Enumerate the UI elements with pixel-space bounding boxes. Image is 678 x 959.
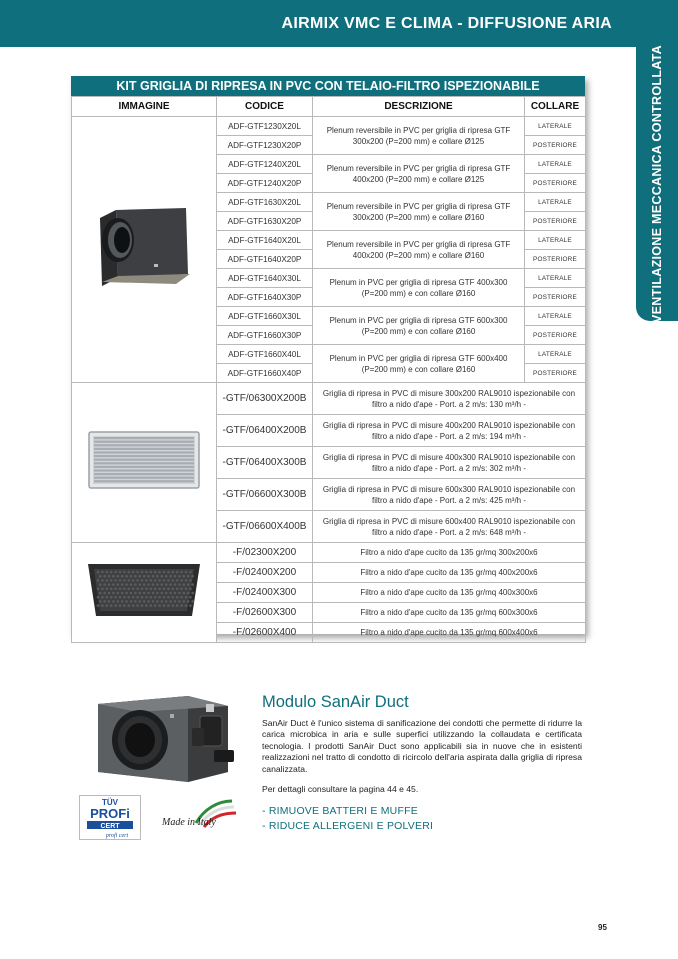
product-code: ADF-GTF1240X20L [217, 155, 313, 174]
collar-type: LATERALE [525, 231, 586, 250]
made-in-italy-logo [160, 795, 236, 839]
product-code: ADF-GTF1640X30L [217, 269, 313, 288]
table-header-row [72, 97, 586, 117]
product-description: Plenum reversibile in PVC per griglia di ripresa GTF 400x200 (P=200 mm) e collare Ø160 [313, 231, 525, 269]
product-code: -F/02300X200 [217, 543, 313, 563]
profi-text: PROFi [90, 806, 130, 821]
product-description: Griglia di ripresa in PVC di misure 400x200 RAL9010 ispezionabile con filtro a nido d'ape - Port. a 2 m/s: 194 m³/h - [313, 415, 586, 447]
collar-type: LATERALE [525, 117, 586, 136]
made-in-italy-text: Made in Italy [162, 817, 216, 828]
plenum-image-cell [72, 117, 217, 383]
product-code: ADF-GTF1660X40L [217, 345, 313, 364]
product-description: Filtro a nido d'ape cucito da 135 gr/mq 400x200x6 [313, 563, 586, 583]
product-code: -F/02600X300 [217, 603, 313, 623]
collar-type: POSTERIORE [525, 326, 586, 345]
collar-type: LATERALE [525, 155, 586, 174]
product-description: Plenum in PVC per griglia di ripresa GTF 600x300 (P=200 mm) e con collare Ø160 [313, 307, 525, 345]
header-title: AIRMIX VMC E CLIMA - DIFFUSIONE ARIA [281, 14, 612, 32]
page-number: 95 [598, 923, 607, 932]
product-code: -F/02400X200 [217, 563, 313, 583]
benefit-item: - RIMUOVE BATTERI E MUFFE [262, 805, 418, 817]
module-title: Modulo SanAir Duct [262, 693, 409, 711]
product-code: ADF-GTF1640X30P [217, 288, 313, 307]
product-code: -GTF/06600X400B [217, 511, 313, 543]
product-description: Filtro a nido d'ape cucito da 135 gr/mq 400x300x6 [313, 583, 586, 603]
product-code: -F/02600X400 [217, 623, 313, 643]
profi-cert-script: profi cert [105, 833, 129, 839]
grille-image [88, 431, 200, 489]
product-description: Plenum in PVC per griglia di ripresa GTF 400x300 (P=200 mm) e con collare Ø160 [313, 269, 525, 307]
collar-type: POSTERIORE [525, 288, 586, 307]
plenum-box-image [96, 204, 192, 290]
collar-type: POSTERIORE [525, 174, 586, 193]
cert-text: CERT [100, 823, 120, 830]
filter-image-cell [72, 543, 217, 643]
product-code: -GTF/06400X300B [217, 447, 313, 479]
product-code: ADF-GTF1660X30P [217, 326, 313, 345]
page-header [0, 0, 678, 47]
filter-image [86, 560, 202, 620]
product-code: -F/02400X300 [217, 583, 313, 603]
product-code: ADF-GTF1660X30L [217, 307, 313, 326]
kit-title: KIT GRIGLIA DI RIPRESA IN PVC CON TELAIO-FILTRO ISPEZIONABILE [71, 76, 585, 96]
benefit-list [262, 804, 433, 834]
table-row [72, 383, 586, 415]
product-code: -GTF/06600X300B [217, 479, 313, 511]
module-details-ref: Per dettagli consultare la pagina 44 e 45. [262, 784, 419, 794]
product-table [71, 96, 586, 643]
product-code: ADF-GTF1640X20L [217, 231, 313, 250]
side-section-tab [636, 44, 678, 324]
collar-type: LATERALE [525, 345, 586, 364]
product-code: ADF-GTF1240X20P [217, 174, 313, 193]
header-description: DESCRIZIONE [313, 97, 525, 117]
header-image: IMMAGINE [72, 97, 217, 117]
table-row [72, 117, 586, 136]
collar-type: LATERALE [525, 307, 586, 326]
product-code: ADF-GTF1660X40P [217, 364, 313, 383]
product-code: ADF-GTF1630X20L [217, 193, 313, 212]
grille-image-cell [72, 383, 217, 543]
tuv-profi-cert-logo [79, 795, 141, 840]
product-description: Griglia di ripresa in PVC di misure 600x400 RAL9010 ispezionabile con filtro a nido d'ape - Port. a 2 m/s: 648 m³/h - [313, 511, 586, 543]
product-description: Plenum in PVC per griglia di ripresa GTF 600x400 (P=200 mm) e con collare Ø160 [313, 345, 525, 383]
module-description: SanAir Duct è l'unico sistema di sanificazione dei condotti che permette di ridurre la carica microbica in aria e sulle superfici utilizzando la collaudata e certificata tecnologia. I prodotti SanAir Duct sono applicabili sia in nuove che in esistenti realizzazioni nel tratto di condotto di ricircolo dell'aria aspirata dalla griglia di ripresa canalizzata. [262, 718, 582, 774]
collar-type: POSTERIORE [525, 250, 586, 269]
product-code: ADF-GTF1630X20P [217, 212, 313, 231]
product-code: -GTF/06400X200B [217, 415, 313, 447]
product-description: Filtro a nido d'ape cucito da 135 gr/mq 600x300x6 [313, 603, 586, 623]
collar-type: LATERALE [525, 193, 586, 212]
product-description: Plenum reversibile in PVC per griglia di ripresa GTF 400x200 (P=200 mm) e collare Ø125 [313, 155, 525, 193]
product-description: Griglia di ripresa in PVC di misure 600x300 RAL9010 ispezionabile con filtro a nido d'ape - Port. a 2 m/s: 425 m³/h - [313, 479, 586, 511]
header-code: CODICE [217, 97, 313, 117]
product-description: Filtro a nido d'ape cucito da 135 gr/mq 600x400x6 [313, 623, 586, 643]
collar-type: POSTERIORE [525, 136, 586, 155]
product-description: Filtro a nido d'ape cucito da 135 gr/mq 300x200x6 [313, 543, 586, 563]
product-description: Plenum reversibile in PVC per griglia di ripresa GTF 300x200 (P=200 mm) e collare Ø125 [313, 117, 525, 155]
tuv-text: TÜV [102, 798, 118, 807]
side-tab-label: VENTILAZIONE MECCANICA CONTROLLATA [650, 44, 664, 324]
sanair-duct-image [88, 684, 238, 784]
product-description: Griglia di ripresa in PVC di misure 300x200 RAL9010 ispezionabile con filtro a nido d'ape - Port. a 2 m/s: 130 m³/h - [313, 383, 586, 415]
collar-type: POSTERIORE [525, 212, 586, 231]
collar-type: POSTERIORE [525, 364, 586, 383]
collar-type: LATERALE [525, 269, 586, 288]
product-code: ADF-GTF1230X20P [217, 136, 313, 155]
table-row [72, 543, 586, 563]
product-code: -GTF/06300X200B [217, 383, 313, 415]
product-description: Griglia di ripresa in PVC di misure 400x300 RAL9010 ispezionabile con filtro a nido d'ape - Port. a 2 m/s: 302 m³/h - [313, 447, 586, 479]
header-collar: COLLARE [525, 97, 586, 117]
product-description: Plenum reversibile in PVC per griglia di ripresa GTF 300x200 (P=200 mm) e collare Ø160 [313, 193, 525, 231]
product-code: ADF-GTF1640X20P [217, 250, 313, 269]
kit-table-panel [71, 76, 585, 638]
product-code: ADF-GTF1230X20L [217, 117, 313, 136]
benefit-item: - RIDUCE ALLERGENI E POLVERI [262, 820, 434, 832]
